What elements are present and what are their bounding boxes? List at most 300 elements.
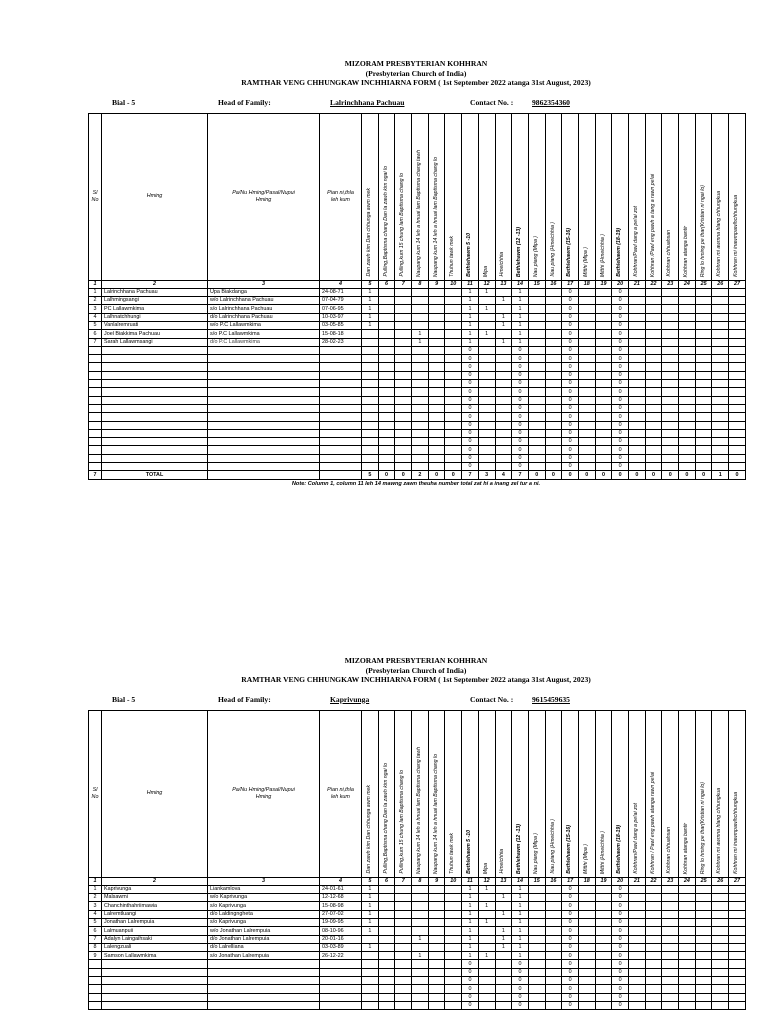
blank-cell (445, 438, 462, 446)
total-cell: 0 (445, 471, 462, 479)
blank-cell (545, 454, 562, 462)
tally-cell: 0 (612, 885, 629, 893)
form-title: RAMTHAR VENG CHHUNGKAW INCHHIARNA FORM ( 1st September 2022 atanga 31st August, 2023) (241, 675, 591, 684)
blank-cell (545, 371, 562, 379)
blank-cell (102, 355, 208, 363)
relation: d/o Lalrelliana (208, 943, 320, 951)
tally-cell (712, 338, 729, 346)
tally-cell (428, 943, 445, 951)
tally-cell (712, 305, 729, 313)
serial-number: 9 (89, 952, 102, 960)
blank-cell (712, 371, 729, 379)
blank-cell (645, 404, 662, 412)
tally-cell (528, 952, 545, 960)
column-number: 14 (512, 877, 529, 885)
blank-cell (629, 463, 646, 471)
blank-cell (595, 977, 612, 985)
tally-cell: 1 (512, 330, 529, 338)
tally-cell (662, 885, 679, 893)
column-number: 19 (595, 877, 612, 885)
blank-cell (545, 429, 562, 437)
blank-cell (495, 438, 512, 446)
tally-cell: 0 (612, 943, 629, 951)
column-header-label: Mipa (482, 862, 489, 874)
blank-cell (428, 985, 445, 993)
tally-cell (545, 943, 562, 951)
blank-cell: 0 (562, 388, 579, 396)
blank-cell (545, 380, 562, 388)
relation: w/o Lalrinchhana Pachuau (208, 297, 320, 305)
blank-cell (395, 421, 412, 429)
tally-cell (679, 313, 696, 321)
blank-cell (89, 363, 102, 371)
blank-cell (208, 960, 320, 968)
blank-row (89, 429, 746, 437)
blank-cell (428, 346, 445, 354)
blank-row (89, 454, 746, 462)
tally-cell: 1 (462, 288, 479, 296)
blank-cell: 0 (612, 355, 629, 363)
tally-cell: 1 (512, 338, 529, 346)
blank-cell (89, 396, 102, 404)
blank-cell (89, 404, 102, 412)
tally-cell (395, 288, 412, 296)
column-number: 5 (362, 877, 379, 885)
blank-cell (378, 960, 395, 968)
blank-cell (428, 446, 445, 454)
blank-cell (89, 355, 102, 363)
column-header-label: Nau piang (Mipa ) (532, 235, 539, 277)
blank-cell (712, 396, 729, 404)
blank-cell (362, 993, 379, 1001)
blank-cell (595, 985, 612, 993)
column-number: 15 (528, 280, 545, 288)
blank-cell: 0 (512, 977, 529, 985)
blank-cell (208, 454, 320, 462)
tally-cell: 1 (362, 288, 379, 296)
blank-cell (695, 396, 712, 404)
tally-cell: 1 (362, 918, 379, 926)
blank-cell (320, 355, 362, 363)
tally-cell (528, 927, 545, 935)
blank-cell (679, 968, 696, 976)
blank-cell (395, 429, 412, 437)
blank-cell (679, 404, 696, 412)
tally-cell (445, 330, 462, 338)
tally-cell: 1 (462, 305, 479, 313)
blank-cell (679, 371, 696, 379)
blank-cell (495, 977, 512, 985)
blank-cell (428, 429, 445, 437)
blank-cell: 0 (612, 380, 629, 388)
tally-cell (629, 297, 646, 305)
tally-cell: 1 (462, 338, 479, 346)
blank-cell (445, 346, 462, 354)
serial-number: 7 (89, 338, 102, 346)
blank-cell (695, 421, 712, 429)
blank-cell (679, 454, 696, 462)
relation: Upa Biakdanga (208, 288, 320, 296)
column-header-label: Bethlehawm 5 -10 (466, 830, 473, 874)
tally-cell (545, 338, 562, 346)
tally-cell (629, 952, 646, 960)
tally-cell (679, 952, 696, 960)
blank-cell (412, 380, 429, 388)
blank-cell (729, 413, 746, 421)
column-header (412, 710, 429, 877)
tally-cell (729, 918, 746, 926)
blank-cell (412, 346, 429, 354)
tally-cell (428, 313, 445, 321)
blank-row (89, 960, 746, 968)
tally-cell (578, 910, 595, 918)
blank-row (89, 993, 746, 1001)
blank-cell (412, 438, 429, 446)
tally-cell (645, 313, 662, 321)
blank-cell (412, 371, 429, 379)
column-number: 21 (629, 280, 646, 288)
blank-cell (645, 463, 662, 471)
tally-cell (428, 935, 445, 943)
blank-cell (528, 355, 545, 363)
blank-cell (595, 993, 612, 1001)
blank-cell (528, 346, 545, 354)
tally-cell (645, 910, 662, 918)
tally-cell: 1 (462, 313, 479, 321)
blank-cell (695, 446, 712, 454)
blank-cell (102, 363, 208, 371)
blank-cell (208, 421, 320, 429)
total-cell: 0 (729, 471, 746, 479)
blank-cell (528, 463, 545, 471)
tally-cell: 1 (478, 330, 495, 338)
blank-row (89, 380, 746, 388)
member-name: PC Lallawmkima (102, 305, 208, 313)
total-label: TOTAL (102, 471, 208, 479)
column-header-label: Naupang kum 14 leh a hnuai lam Baptisma chang lo (432, 156, 439, 277)
blank-cell (679, 977, 696, 985)
blank-cell: 0 (562, 446, 579, 454)
blank-cell (362, 446, 379, 454)
member-name: Adalyn Laingaihsaki (102, 935, 208, 943)
blank-cell (712, 993, 729, 1001)
blank-cell (320, 404, 362, 412)
blank-cell (362, 429, 379, 437)
blank-cell (662, 454, 679, 462)
blank-cell (629, 413, 646, 421)
blank-cell: 0 (562, 993, 579, 1001)
tally-cell (545, 910, 562, 918)
tally-cell (712, 885, 729, 893)
blank-cell (378, 1001, 395, 1009)
tally-cell: 1 (412, 935, 429, 943)
blank-cell: 0 (462, 355, 479, 363)
blank-cell: 0 (462, 413, 479, 421)
total-cell: 5 (362, 471, 379, 479)
column-header (712, 113, 729, 280)
blank-cell (395, 985, 412, 993)
blank-cell (362, 960, 379, 968)
tally-cell (662, 927, 679, 935)
blank-cell (428, 1001, 445, 1009)
tally-cell: 1 (462, 321, 479, 329)
blank-cell: 0 (462, 985, 479, 993)
tally-cell (695, 952, 712, 960)
column-number: 25 (695, 280, 712, 288)
blank-cell (578, 463, 595, 471)
blank-cell (578, 380, 595, 388)
blank-cell (102, 421, 208, 429)
blank-cell (578, 454, 595, 462)
column-number: 2 (102, 877, 208, 885)
blank-cell (445, 421, 462, 429)
blank-cell (729, 371, 746, 379)
column-header (645, 710, 662, 877)
tally-cell (578, 952, 595, 960)
tally-cell (378, 297, 395, 305)
column-number: 17 (562, 280, 579, 288)
column-number: 12 (478, 877, 495, 885)
blank-cell (679, 388, 696, 396)
blank-cell (478, 446, 495, 454)
blank-cell (208, 404, 320, 412)
tally-cell (645, 305, 662, 313)
blank-cell (595, 413, 612, 421)
column-header (89, 710, 102, 877)
blank-cell (412, 396, 429, 404)
blank-cell (712, 355, 729, 363)
column-number: 24 (679, 280, 696, 288)
blank-cell (208, 346, 320, 354)
tally-cell (428, 297, 445, 305)
blank-cell (595, 371, 612, 379)
blank-cell: 0 (462, 1001, 479, 1009)
tally-cell (729, 885, 746, 893)
table-row (89, 305, 746, 313)
family-table-2 (88, 710, 746, 1011)
column-header-label: Hming (146, 193, 163, 200)
tally-cell (428, 338, 445, 346)
blank-cell (102, 1001, 208, 1009)
tally-cell (545, 313, 562, 321)
tally-cell: 1 (462, 910, 479, 918)
tally-cell: 1 (362, 885, 379, 893)
column-header (662, 710, 679, 877)
blank-cell (662, 363, 679, 371)
column-header (679, 113, 696, 280)
blank-cell (478, 421, 495, 429)
total-cell: 4 (495, 471, 512, 479)
column-number: 23 (662, 877, 679, 885)
blank-cell (645, 388, 662, 396)
blank-cell (712, 413, 729, 421)
blank-cell (445, 429, 462, 437)
blank-cell: 0 (512, 404, 529, 412)
blank-cell (645, 380, 662, 388)
blank-row (89, 463, 746, 471)
blank-cell (645, 446, 662, 454)
tally-cell (445, 321, 462, 329)
blank-cell (645, 413, 662, 421)
tally-cell (378, 330, 395, 338)
blank-cell (712, 346, 729, 354)
column-header-label: Kohhran mi inawmpawlhchhungkua (733, 195, 740, 277)
blank-cell (428, 454, 445, 462)
tally-cell (578, 330, 595, 338)
column-number: 13 (495, 280, 512, 288)
blank-cell (662, 985, 679, 993)
table-row (89, 330, 746, 338)
blank-cell (362, 968, 379, 976)
tally-cell (445, 927, 462, 935)
tally-cell: 1 (495, 935, 512, 943)
blank-cell (89, 463, 102, 471)
table-row (89, 885, 746, 893)
tally-cell (662, 943, 679, 951)
birth-date: 07-06-95 (320, 305, 362, 313)
tally-cell (595, 313, 612, 321)
blank-cell (428, 968, 445, 976)
tally-cell: 1 (478, 952, 495, 960)
blank-cell (362, 977, 379, 985)
tally-cell (712, 935, 729, 943)
member-name: Malsawmi (102, 894, 208, 902)
column-header (445, 113, 462, 280)
blank-cell (528, 413, 545, 421)
tally-cell (629, 935, 646, 943)
tally-cell (478, 297, 495, 305)
blank-cell (362, 438, 379, 446)
blank-cell (89, 429, 102, 437)
blank-cell (478, 438, 495, 446)
tally-cell (395, 902, 412, 910)
tally-cell (729, 330, 746, 338)
tally-cell (428, 910, 445, 918)
tally-cell: 0 (612, 918, 629, 926)
tally-cell (495, 918, 512, 926)
tally-cell: 0 (612, 894, 629, 902)
blank-cell (102, 985, 208, 993)
blank-cell (428, 413, 445, 421)
tally-cell (478, 910, 495, 918)
tally-cell (362, 935, 379, 943)
blank-cell (578, 355, 595, 363)
blank-cell (629, 396, 646, 404)
column-header-label: Kohhran atanga bantir (683, 822, 689, 874)
family-info-line (88, 98, 744, 110)
column-header-label: Sl No (91, 189, 99, 203)
column-header (612, 710, 629, 877)
tally-cell (578, 902, 595, 910)
blank-cell (395, 1001, 412, 1009)
blank-cell (645, 371, 662, 379)
column-header-label: Kohhran/Pawl dang a pe!ai zot (632, 206, 639, 277)
tally-cell (545, 305, 562, 313)
column-header (462, 710, 479, 877)
blank-cell: 0 (612, 404, 629, 412)
blank-cell (362, 380, 379, 388)
tally-cell (362, 952, 379, 960)
blank-cell (528, 993, 545, 1001)
contact-label: Contact No. : (470, 97, 514, 107)
blank-cell (712, 960, 729, 968)
column-number: 8 (412, 877, 429, 885)
tally-cell (679, 338, 696, 346)
tally-cell: 0 (612, 910, 629, 918)
tally-cell (378, 338, 395, 346)
member-name: Vanlalremruati (102, 321, 208, 329)
blank-cell (729, 346, 746, 354)
blank-cell (729, 438, 746, 446)
relation: s/o P.C Lallawmkima (208, 330, 320, 338)
tally-cell (595, 288, 612, 296)
blank-cell (102, 463, 208, 471)
blank-cell (645, 421, 662, 429)
blank-cell (428, 421, 445, 429)
blank-cell (495, 355, 512, 363)
tally-cell: 0 (562, 910, 579, 918)
tally-cell: 1 (512, 297, 529, 305)
blank-cell (695, 363, 712, 371)
blank-cell (528, 438, 545, 446)
column-header-label: Kohhran mi inawmpawlhchhungkua (733, 792, 740, 874)
blank-cell (412, 993, 429, 1001)
blank-cell: 0 (562, 438, 579, 446)
column-header (478, 113, 495, 280)
column-header (512, 710, 529, 877)
blank-cell: 0 (512, 960, 529, 968)
total-cell: 0 (562, 471, 579, 479)
tally-cell: 0 (562, 305, 579, 313)
blank-cell (320, 438, 362, 446)
tally-cell (412, 885, 429, 893)
blank-cell (478, 371, 495, 379)
column-number: 3 (208, 280, 320, 288)
tally-cell (695, 918, 712, 926)
tally-cell (695, 313, 712, 321)
serial-number: 4 (89, 910, 102, 918)
blank-cell (208, 968, 320, 976)
column-header-label: Mipa (482, 265, 489, 277)
tally-cell (729, 910, 746, 918)
member-name: Jonathan Lalrempuia (102, 918, 208, 926)
tally-cell (645, 330, 662, 338)
blank-cell: 0 (462, 429, 479, 437)
total-cell (320, 471, 362, 479)
column-header (208, 710, 320, 877)
blank-cell (545, 960, 562, 968)
tally-cell: 0 (562, 297, 579, 305)
tally-cell (395, 894, 412, 902)
blank-cell (102, 438, 208, 446)
tally-cell (645, 935, 662, 943)
blank-cell (662, 388, 679, 396)
blank-cell (695, 404, 712, 412)
column-number: 26 (712, 877, 729, 885)
blank-cell (378, 396, 395, 404)
tally-cell (695, 321, 712, 329)
tally-cell (578, 338, 595, 346)
tally-cell (578, 935, 595, 943)
blank-cell (729, 421, 746, 429)
blank-cell (729, 380, 746, 388)
blank-cell (695, 346, 712, 354)
tally-cell (362, 330, 379, 338)
total-cell: 0 (378, 471, 395, 479)
tally-cell: 1 (412, 952, 429, 960)
column-number: 20 (612, 280, 629, 288)
blank-cell (395, 438, 412, 446)
